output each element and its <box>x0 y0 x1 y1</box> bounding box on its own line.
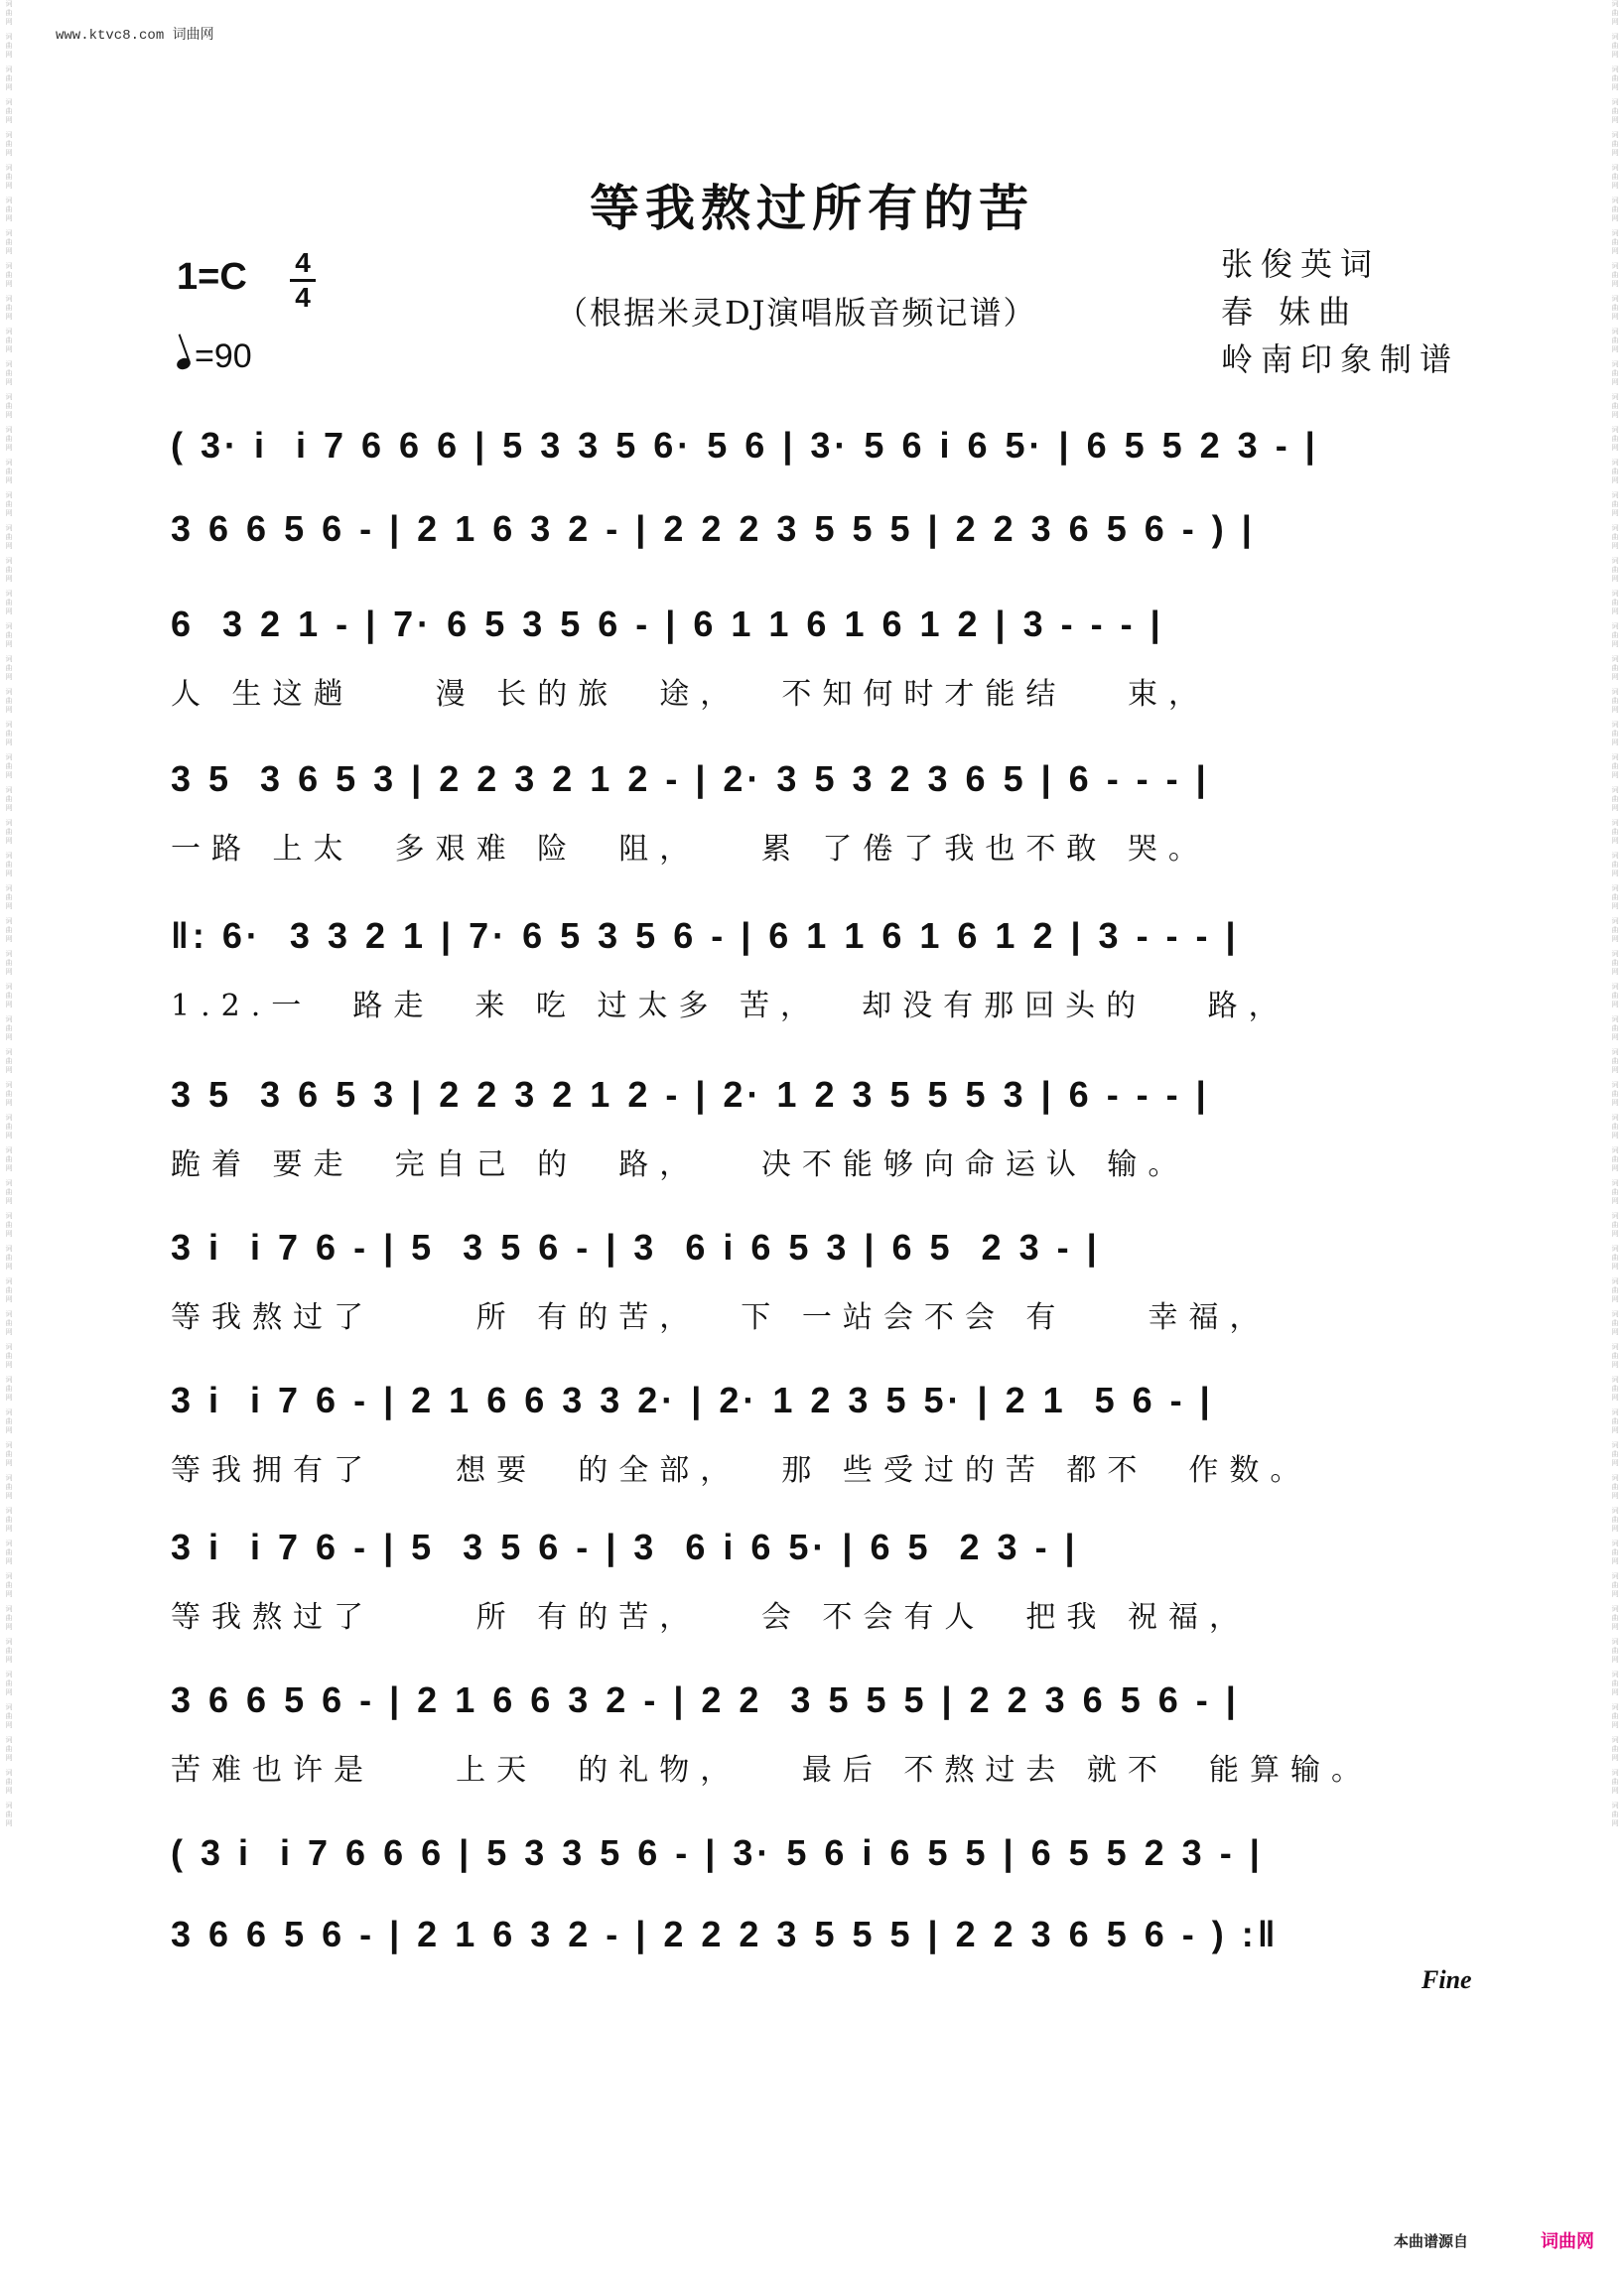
side-watermark-text: 词 曲 网 <box>5 131 13 157</box>
notes-line: 3 6 6 5 6 - | 2 1 6 6 3 2 - | 2 2 3 5 5 5 | 2 2 3 6 5 6 - | <box>171 1679 1240 1720</box>
side-watermark-text: 词 曲 网 <box>1611 1212 1619 1238</box>
side-watermark-text: 词 曲 网 <box>1611 1703 1619 1729</box>
side-watermark-text: 词 曲 网 <box>5 328 13 353</box>
lyrics-line: 人 生这趟 漫 长的旅 途， 不知何时才能结 束， <box>171 677 1209 712</box>
side-watermark-text: 词 曲 网 <box>5 1605 13 1631</box>
side-watermark-text: 词 曲 网 <box>5 1441 13 1467</box>
side-watermark-text: 词 曲 网 <box>5 1245 13 1271</box>
side-watermark-text: 词 曲 网 <box>5 98 13 124</box>
side-watermark-text: 词 曲 网 <box>5 917 13 943</box>
fine-marking: Fine <box>1421 1965 1472 1994</box>
time-signature-top: 4 <box>295 247 311 278</box>
side-watermark-text: 词 曲 网 <box>1611 1638 1619 1664</box>
side-watermark-text: 词 曲 网 <box>1611 426 1619 452</box>
notes-line: 3 i i 7 6 - | 2 1 6 6 3 3 2· | 2· 1 2 3 5 5· | 2 1 5 6 - | <box>171 1380 1214 1420</box>
side-watermark-text: 词 曲 网 <box>5 1179 13 1205</box>
side-watermark-text: 词 曲 网 <box>1611 524 1619 550</box>
side-watermark-text: 词 曲 网 <box>1611 721 1619 746</box>
side-watermark-text: 词 曲 网 <box>1611 393 1619 419</box>
side-watermark-text: 词 曲 网 <box>5 1671 13 1696</box>
score-row-1 <box>171 425 1461 504</box>
side-watermark-text: 词 曲 网 <box>1611 98 1619 124</box>
side-watermark-text: 词 曲 网 <box>1611 1310 1619 1336</box>
lyrics-line: 1.2.一 路走 来 吃 过太多 苦， 却没有那回头的 路， <box>171 989 1289 1023</box>
side-watermark-text: 词 曲 网 <box>5 1015 13 1041</box>
score-row-9 <box>171 1527 1461 1635</box>
side-watermark-text: 词 曲 网 <box>5 819 13 845</box>
side-watermark-text: 词 曲 网 <box>1611 753 1619 779</box>
side-watermark-text: 词 曲 网 <box>1611 819 1619 845</box>
side-watermark-text: 词 曲 网 <box>5 1048 13 1074</box>
lyricist-credit: 张俊英词 <box>1221 245 1381 283</box>
score-row-10 <box>171 1679 1461 1788</box>
score-row-4 <box>171 758 1461 867</box>
side-watermark-text: 词 曲 网 <box>5 786 13 812</box>
side-watermark-text: 词 曲 网 <box>1611 131 1619 157</box>
side-watermark-text: 词 曲 网 <box>1611 1081 1619 1107</box>
side-watermark-text: 词 曲 网 <box>1611 688 1619 714</box>
lyrics-line: 等我拥有了 想要 的全部， 那 些受过的苦 都不 作数。 <box>171 1453 1311 1488</box>
score-row-3 <box>171 603 1461 712</box>
side-watermark-text: 词 曲 网 <box>5 262 13 288</box>
composer-credit: 春 妹曲 <box>1221 293 1359 331</box>
side-watermark-text: 词 曲 网 <box>5 590 13 615</box>
side-watermark-text: 词 曲 网 <box>1611 1736 1619 1762</box>
score-row-2 <box>171 508 1461 588</box>
lyrics-line: 等我熬过了 所 有的苦， 下 一站会不会 有 幸福， <box>171 1300 1271 1335</box>
quarter-note-icon <box>176 356 193 371</box>
notes-line: 3 5 3 6 5 3 | 2 2 3 2 1 2 - | 2· 1 2 3 5 5 5 3 | 6 - - - | <box>171 1074 1210 1115</box>
side-watermark-text: 词 曲 网 <box>1611 1572 1619 1598</box>
side-watermark-text: 词 曲 网 <box>5 66 13 91</box>
side-watermark-text: 词 曲 网 <box>1611 852 1619 877</box>
side-watermark-text: 词 曲 网 <box>1611 0 1619 26</box>
side-watermark-text: 词 曲 网 <box>1611 786 1619 812</box>
side-watermark-text: 词 曲 网 <box>5 1310 13 1336</box>
side-watermark-text: 词 曲 网 <box>1611 884 1619 910</box>
score-row-7 <box>171 1227 1461 1335</box>
side-watermark-text: 词 曲 网 <box>1611 491 1619 517</box>
side-watermark-text: 词 曲 网 <box>1611 1245 1619 1271</box>
side-watermark-text: 词 曲 网 <box>1611 164 1619 190</box>
side-watermark-text: 词 曲 网 <box>1611 197 1619 222</box>
score-row-8 <box>171 1380 1461 1488</box>
side-watermark-text: 词 曲 网 <box>5 229 13 255</box>
side-watermark-text: 词 曲 网 <box>5 1769 13 1795</box>
time-signature <box>290 248 316 313</box>
side-watermark-text: 词 曲 网 <box>1611 262 1619 288</box>
side-watermark-text: 词 曲 网 <box>1611 590 1619 615</box>
side-watermark-text: 词 曲 网 <box>5 721 13 746</box>
side-watermark-text: 词 曲 网 <box>5 426 13 452</box>
notes-line: ( 3 i i 7 6 6 6 | 5 3 3 5 6 - | 3· 5 6 i 6 5 5 | 6 5 5 2 3 - | <box>171 1832 1264 1873</box>
notes-line: 3 6 6 5 6 - | 2 1 6 3 2 - | 2 2 2 3 5 5 5 | 2 2 3 6 5 6 - ) | <box>171 508 1256 549</box>
side-watermark-text: 词 曲 网 <box>1611 1441 1619 1467</box>
lyrics-line: 苦难也许是 上天 的礼物， 最后 不熬过去 就不 能算输。 <box>171 1753 1372 1788</box>
side-watermark-text: 词 曲 网 <box>5 1507 13 1533</box>
side-watermark-text: 词 曲 网 <box>5 950 13 976</box>
side-watermark-text: 词 曲 网 <box>5 1081 13 1107</box>
side-watermark-text: 词 曲 网 <box>5 1277 13 1303</box>
left-watermark-strip <box>0 0 18 2278</box>
notes-line: 3 i i 7 6 - | 5 3 5 6 - | 3 6 i 6 5· | 6 5 2 3 - | <box>171 1527 1079 1567</box>
side-watermark-text: 词 曲 网 <box>5 491 13 517</box>
song-title: 等我熬过所有的苦 <box>590 179 1034 237</box>
lyrics-line: 等我熬过了 所 有的苦， 会 不会有人 把我 祝福， <box>171 1600 1250 1635</box>
right-watermark-strip <box>1606 0 1624 2278</box>
side-watermark-text: 词 曲 网 <box>5 688 13 714</box>
notes-line: ‖: 6· 3 3 2 1 | 7· 6 5 3 5 6 - | 6 1 1 6 1 6 1 2 | 3 - - - | <box>171 915 1240 956</box>
tempo-value: =90 <box>195 337 252 375</box>
footer-source-label: 本曲谱源自 <box>1394 2232 1469 2250</box>
side-watermark-text: 词 曲 网 <box>1611 1277 1619 1303</box>
side-watermark-text: 词 曲 网 <box>1611 1015 1619 1041</box>
side-watermark-text: 词 曲 网 <box>1611 983 1619 1008</box>
notes-line: 3 i i 7 6 - | 5 3 5 6 - | 3 6 i 6 5 3 | 6 5 2 3 - | <box>171 1227 1101 1268</box>
side-watermark-text: 词 曲 网 <box>5 622 13 648</box>
side-watermark-text: 词 曲 网 <box>5 1638 13 1664</box>
arranger-credit: 岭南印象制谱 <box>1221 340 1460 378</box>
side-watermark-text: 词 曲 网 <box>1611 33 1619 59</box>
side-watermark-text: 词 曲 网 <box>1611 1146 1619 1172</box>
footer-site-link[interactable]: 词曲网 <box>1541 2231 1594 2252</box>
side-watermark-text: 词 曲 网 <box>5 1736 13 1762</box>
side-watermark-text: 词 曲 网 <box>1611 1769 1619 1795</box>
side-watermark-text: 词 曲 网 <box>1611 557 1619 583</box>
side-watermark-text: 词 曲 网 <box>5 393 13 419</box>
side-watermark-text: 词 曲 网 <box>1611 1540 1619 1565</box>
subtitle: （根据米灵DJ演唱版音频记谱） <box>556 294 1037 332</box>
side-watermark-text: 词 曲 网 <box>5 360 13 386</box>
side-watermark-text: 词 曲 网 <box>5 33 13 59</box>
credits <box>1221 240 1459 383</box>
side-watermark-text: 词 曲 网 <box>5 1703 13 1729</box>
side-watermark-text: 词 曲 网 <box>5 1114 13 1139</box>
side-watermark-text: 词 曲 网 <box>5 884 13 910</box>
side-watermark-text: 词 曲 网 <box>1611 1671 1619 1696</box>
side-watermark-text: 词 曲 网 <box>1611 1343 1619 1369</box>
side-watermark-text: 词 曲 网 <box>5 295 13 321</box>
side-watermark-text: 词 曲 网 <box>1611 1048 1619 1074</box>
side-watermark-text: 词 曲 网 <box>5 655 13 681</box>
time-signature-bottom: 4 <box>295 282 311 313</box>
side-watermark-text: 词 曲 网 <box>1611 459 1619 484</box>
side-watermark-text: 词 曲 网 <box>1611 66 1619 91</box>
side-watermark-text: 词 曲 网 <box>5 1802 13 1827</box>
side-watermark-text: 词 曲 网 <box>1611 328 1619 353</box>
side-watermark-text: 词 曲 网 <box>1611 917 1619 943</box>
side-watermark-text: 词 曲 网 <box>1611 1179 1619 1205</box>
side-watermark-text: 词 曲 网 <box>5 1376 13 1402</box>
side-watermark-text: 词 曲 网 <box>5 1146 13 1172</box>
key-signature: 1=C <box>177 256 247 298</box>
side-watermark-text: 词 曲 网 <box>5 753 13 779</box>
notes-line: 3 5 3 6 5 3 | 2 2 3 2 1 2 - | 2· 3 5 3 2 3 6 5 | 6 - - - | <box>171 758 1210 799</box>
side-watermark-text: 词 曲 网 <box>5 1474 13 1500</box>
notes-line: ( 3· i i 7 6 6 6 | 5 3 3 5 6· 5 6 | 3· 5 6 i 6 5· | 6 5 5 2 3 - | <box>171 425 1319 466</box>
lyrics-line: 跪着 要走 完自己 的 路， 决不能够向命运认 输。 <box>171 1147 1189 1182</box>
side-watermark-text: 词 曲 网 <box>5 164 13 190</box>
score-row-6 <box>171 1074 1461 1182</box>
side-watermark-text: 词 曲 网 <box>1611 1507 1619 1533</box>
side-watermark-text: 词 曲 网 <box>1611 1802 1619 1827</box>
notes-line: 6 3 2 1 - | 7· 6 5 3 5 6 - | 6 1 1 6 1 6 1 2 | 3 - - - | <box>171 603 1164 644</box>
side-watermark-text: 词 曲 网 <box>1611 1114 1619 1139</box>
side-watermark-text: 词 曲 网 <box>5 0 13 26</box>
side-watermark-text: 词 曲 网 <box>1611 1605 1619 1631</box>
side-watermark-text: 词 曲 网 <box>5 983 13 1008</box>
side-watermark-text: 词 曲 网 <box>1611 1474 1619 1500</box>
side-watermark-text: 词 曲 网 <box>5 524 13 550</box>
side-watermark-text: 词 曲 网 <box>5 1572 13 1598</box>
side-watermark-text: 词 曲 网 <box>5 1408 13 1434</box>
side-watermark-text: 词 曲 网 <box>1611 360 1619 386</box>
side-watermark-text: 词 曲 网 <box>1611 950 1619 976</box>
side-watermark-text: 词 曲 网 <box>1611 295 1619 321</box>
side-watermark-text: 词 曲 网 <box>1611 1376 1619 1402</box>
score-row-12 <box>171 1914 1461 1993</box>
side-watermark-text: 词 曲 网 <box>5 1343 13 1369</box>
lyrics-line: 一路 上太 多艰难 险 阻， 累 了倦了我也不敢 哭。 <box>171 832 1209 867</box>
side-watermark-text: 词 曲 网 <box>1611 655 1619 681</box>
side-watermark-text: 词 曲 网 <box>1611 229 1619 255</box>
side-watermark-text: 词 曲 网 <box>1611 622 1619 648</box>
score-row-5 <box>171 915 1461 1023</box>
notes-line: 3 6 6 5 6 - | 2 1 6 3 2 - | 2 2 2 3 5 5 5 | 2 2 3 6 5 6 - ) :‖ <box>171 1914 1280 1954</box>
side-watermark-text: 词 曲 网 <box>5 557 13 583</box>
score-row-11 <box>171 1832 1461 1912</box>
side-watermark-text: 词 曲 网 <box>5 852 13 877</box>
side-watermark-text: 词 曲 网 <box>5 1540 13 1565</box>
side-watermark-text: 词 曲 网 <box>5 459 13 484</box>
side-watermark-text: 词 曲 网 <box>5 197 13 222</box>
tempo-marking <box>177 337 252 376</box>
site-url[interactable]: www.ktvc8.com 词曲网 <box>56 28 214 44</box>
side-watermark-text: 词 曲 网 <box>5 1212 13 1238</box>
side-watermark-text: 词 曲 网 <box>1611 1408 1619 1434</box>
